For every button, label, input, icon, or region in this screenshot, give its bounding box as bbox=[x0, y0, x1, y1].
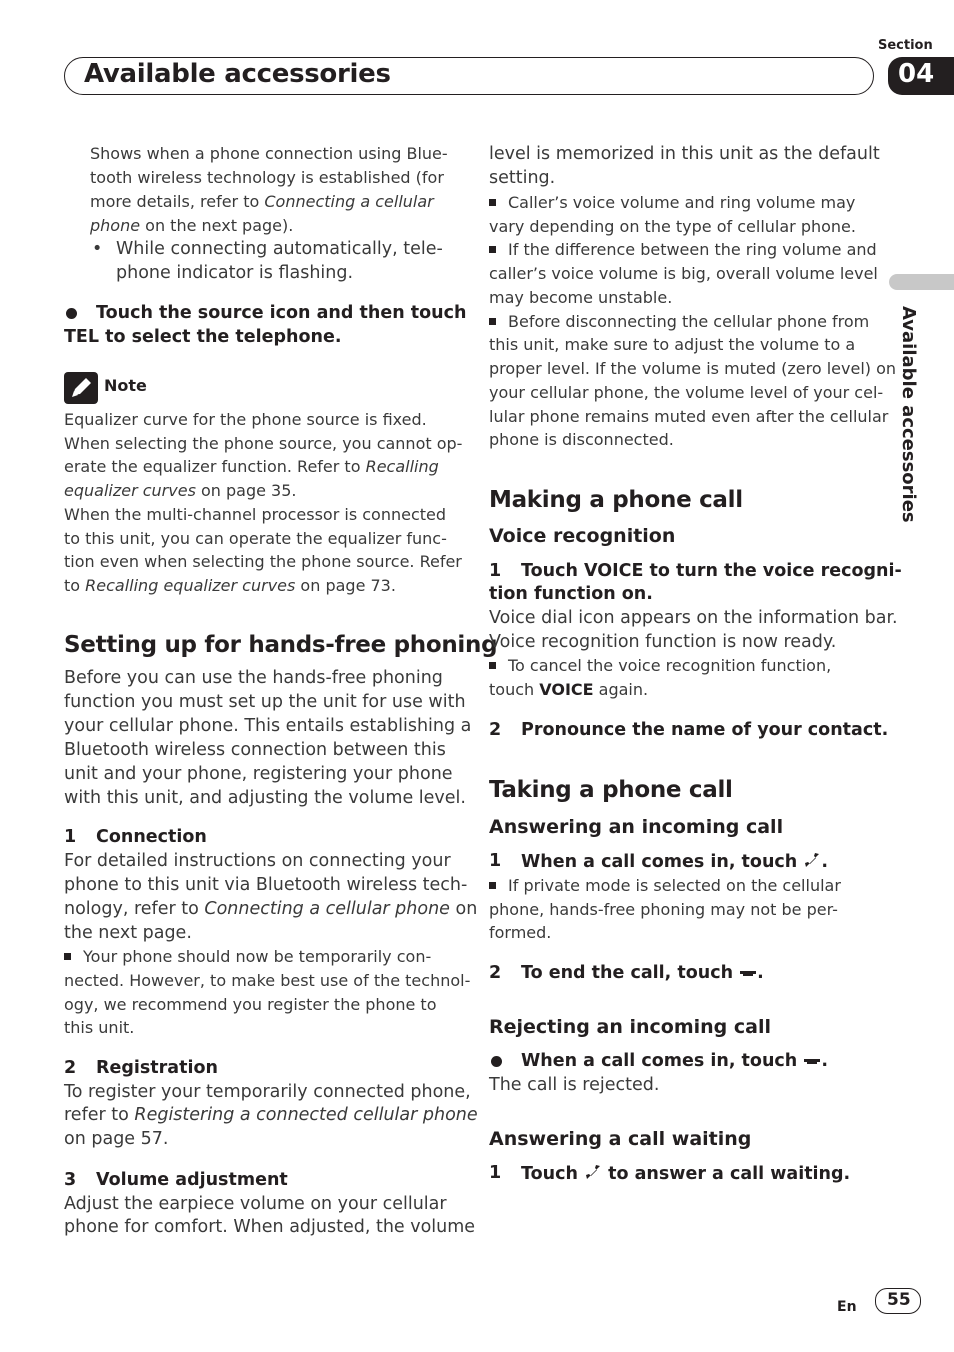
note-line-7: tion even when selecting the phone source. Refer bbox=[64, 552, 462, 571]
step-dot-icon bbox=[66, 308, 77, 319]
voice-body-2: Voice recognition function is now ready. bbox=[489, 632, 837, 652]
call-end-icon bbox=[803, 1053, 821, 1067]
connection-note-2: nected. However, to make best use of the technol- bbox=[64, 971, 471, 990]
square-bullet-icon bbox=[64, 953, 71, 960]
subheading-reject: Rejecting an incoming call bbox=[489, 1016, 771, 1038]
intro-line-2: tooth wireless technology is established (for bbox=[90, 168, 444, 187]
step-touch-line-1: Touch the source icon and then touch bbox=[96, 303, 467, 323]
subheading-answer: Answering an incoming call bbox=[489, 816, 784, 838]
subheading-waiting: Answering a call waiting bbox=[489, 1128, 752, 1150]
volume-note-3d: your cellular phone, the volume level of your cel- bbox=[489, 383, 884, 402]
registration-line-1: To register your temporarily connected phone, bbox=[64, 1082, 471, 1102]
step-number: 1 bbox=[489, 851, 502, 871]
bullet-mark: • bbox=[92, 239, 103, 259]
volume-note-2b: caller’s voice volume is big, overall volume level bbox=[489, 264, 878, 283]
call-answer-icon bbox=[584, 1163, 602, 1181]
connection-note-4: this unit. bbox=[64, 1018, 135, 1037]
square-bullet-icon bbox=[489, 246, 496, 253]
volume-note-1a: Caller’s voice volume and ring volume may bbox=[489, 193, 855, 212]
step-number: 1 bbox=[489, 1163, 502, 1183]
note-line-1: Equalizer curve for the phone source is fixed. bbox=[64, 410, 427, 429]
note-pencil-icon bbox=[64, 372, 98, 404]
cross-reference: Connecting a cellular phone bbox=[204, 899, 450, 919]
subheading-voice: Voice recognition bbox=[489, 525, 676, 547]
intro-line-4: phone on the next page). bbox=[90, 216, 294, 235]
intro-line-3: more details, refer to Connecting a cellular bbox=[90, 192, 434, 211]
volume-note-2a: If the difference between the ring volume and bbox=[489, 240, 877, 259]
answer-step-2: To end the call, touch . bbox=[521, 963, 764, 983]
volume-note-3c: proper level. If the volume is muted (zero level) on bbox=[489, 359, 897, 378]
volume-note-1b: vary depending on the type of cellular phone. bbox=[489, 217, 856, 236]
square-bullet-icon bbox=[489, 882, 496, 889]
step-number: 2 bbox=[489, 963, 502, 983]
language-label: En bbox=[837, 1299, 857, 1315]
voice-step-line-1: Touch VOICE to turn the voice recogni- bbox=[521, 561, 902, 581]
cont-line-1: level is memorized in this unit as the default bbox=[489, 144, 880, 164]
step-number: 1 bbox=[64, 827, 77, 847]
step-number: 2 bbox=[489, 720, 502, 740]
voice-note-1: To cancel the voice recognition function, bbox=[489, 656, 831, 675]
side-tab-label: Available accessories bbox=[898, 306, 919, 523]
step-title-registration: Registration bbox=[96, 1058, 218, 1078]
cross-reference: Recalling equalizer curves bbox=[85, 576, 296, 595]
step-touch-line-2: TEL to select the telephone. bbox=[64, 327, 342, 347]
voice-body-1: Voice dial icon appears on the information bar. bbox=[489, 608, 898, 628]
registration-line-2: refer to Registering a connected cellular phone bbox=[64, 1105, 478, 1125]
waiting-step-1: Touch to answer a call waiting. bbox=[521, 1164, 851, 1184]
call-answer-icon bbox=[803, 851, 821, 869]
square-bullet-icon bbox=[489, 199, 496, 206]
registration-line-3: on page 57. bbox=[64, 1129, 169, 1149]
note-line-4: equalizer curves on page 35. bbox=[64, 481, 297, 500]
volume-note-3e: lular phone remains muted even after the cellular bbox=[489, 407, 889, 426]
cross-reference: Connecting a cellular bbox=[264, 192, 434, 211]
voice-note-2: touch VOICE again. bbox=[489, 680, 649, 699]
connection-line-2: phone to this unit via Bluetooth wireless tech- bbox=[64, 875, 468, 895]
reject-step: When a call comes in, touch . bbox=[521, 1051, 828, 1071]
answer-note-1: If private mode is selected on the cellular bbox=[489, 876, 841, 895]
answer-note-3: formed. bbox=[489, 923, 552, 942]
step-number: 2 bbox=[64, 1058, 77, 1078]
note-line-6: to this unit, you can operate the equalizer func- bbox=[64, 529, 447, 548]
setup-line-2: function you must set up the unit for use with bbox=[64, 692, 466, 712]
cross-reference: Recalling bbox=[365, 457, 439, 476]
step-title-connection: Connection bbox=[96, 827, 207, 847]
connection-line-4: the next page. bbox=[64, 923, 192, 943]
heading-taking-call: Taking a phone call bbox=[489, 777, 733, 803]
cross-reference: Registering a connected cellular phone bbox=[134, 1105, 478, 1125]
connection-note-1: Your phone should now be temporarily con- bbox=[64, 947, 431, 966]
answer-note-2: phone, hands-free phoning may not be per- bbox=[489, 900, 838, 919]
volume-note-3f: phone is disconnected. bbox=[489, 430, 674, 449]
square-bullet-icon bbox=[489, 662, 496, 669]
heading-making-call: Making a phone call bbox=[489, 487, 743, 513]
square-bullet-icon bbox=[489, 318, 496, 325]
volume-line-1: Adjust the earpiece volume on your cellular bbox=[64, 1194, 447, 1214]
bullet-line-2: phone indicator is flashing. bbox=[116, 263, 354, 283]
call-end-icon bbox=[739, 965, 757, 979]
page-title: Available accessories bbox=[84, 59, 391, 89]
connection-line-3: nology, refer to Connecting a cellular phone on bbox=[64, 899, 478, 919]
side-tab-marker bbox=[889, 274, 954, 290]
step-dot-icon bbox=[491, 1056, 502, 1067]
bullet-line-1: While connecting automatically, tele- bbox=[116, 239, 443, 259]
volume-note-3b: this unit, make sure to adjust the volume to a bbox=[489, 335, 856, 354]
voice-step-2: Pronounce the name of your contact. bbox=[521, 720, 889, 740]
cross-reference: equalizer curves bbox=[64, 481, 196, 500]
note-line-5: When the multi-channel processor is connected bbox=[64, 505, 447, 524]
reject-body: The call is rejected. bbox=[489, 1075, 660, 1095]
heading-setup: Setting up for hands-free phoning bbox=[64, 632, 498, 658]
answer-step-1: When a call comes in, touch . bbox=[521, 852, 828, 872]
step-number: 3 bbox=[64, 1170, 77, 1190]
note-line-8: to Recalling equalizer curves on page 73. bbox=[64, 576, 396, 595]
volume-note-2c: may become unstable. bbox=[489, 288, 673, 307]
connection-line-1: For detailed instructions on connecting your bbox=[64, 851, 451, 871]
connection-note-3: ogy, we recommend you register the phone to bbox=[64, 995, 437, 1014]
note-line-3: erate the equalizer function. Refer to Recalling bbox=[64, 457, 439, 476]
setup-line-1: Before you can use the hands-free phoning bbox=[64, 668, 443, 688]
section-number: 04 bbox=[898, 59, 935, 89]
cont-line-2: setting. bbox=[489, 168, 556, 188]
setup-line-5: unit and your phone, registering your phone bbox=[64, 764, 453, 784]
intro-line-1: Shows when a phone connection using Blue- bbox=[90, 144, 448, 163]
setup-line-6: with this unit, and adjusting the volume level. bbox=[64, 788, 466, 808]
setup-line-4: Bluetooth wireless connection between this bbox=[64, 740, 446, 760]
page-number: 55 bbox=[887, 1290, 911, 1310]
setup-line-3: your cellular phone. This entails establishing a bbox=[64, 716, 472, 736]
cross-reference: phone bbox=[90, 216, 141, 235]
note-label: Note bbox=[104, 376, 147, 395]
step-title-volume: Volume adjustment bbox=[96, 1170, 288, 1190]
volume-line-2: phone for comfort. When adjusted, the volume bbox=[64, 1217, 476, 1237]
voice-step-line-2: tion function on. bbox=[489, 584, 653, 604]
step-number: 1 bbox=[489, 561, 502, 581]
section-label: Section bbox=[878, 38, 933, 53]
volume-note-3a: Before disconnecting the cellular phone from bbox=[489, 312, 869, 331]
note-line-2: When selecting the phone source, you cannot op- bbox=[64, 434, 463, 453]
